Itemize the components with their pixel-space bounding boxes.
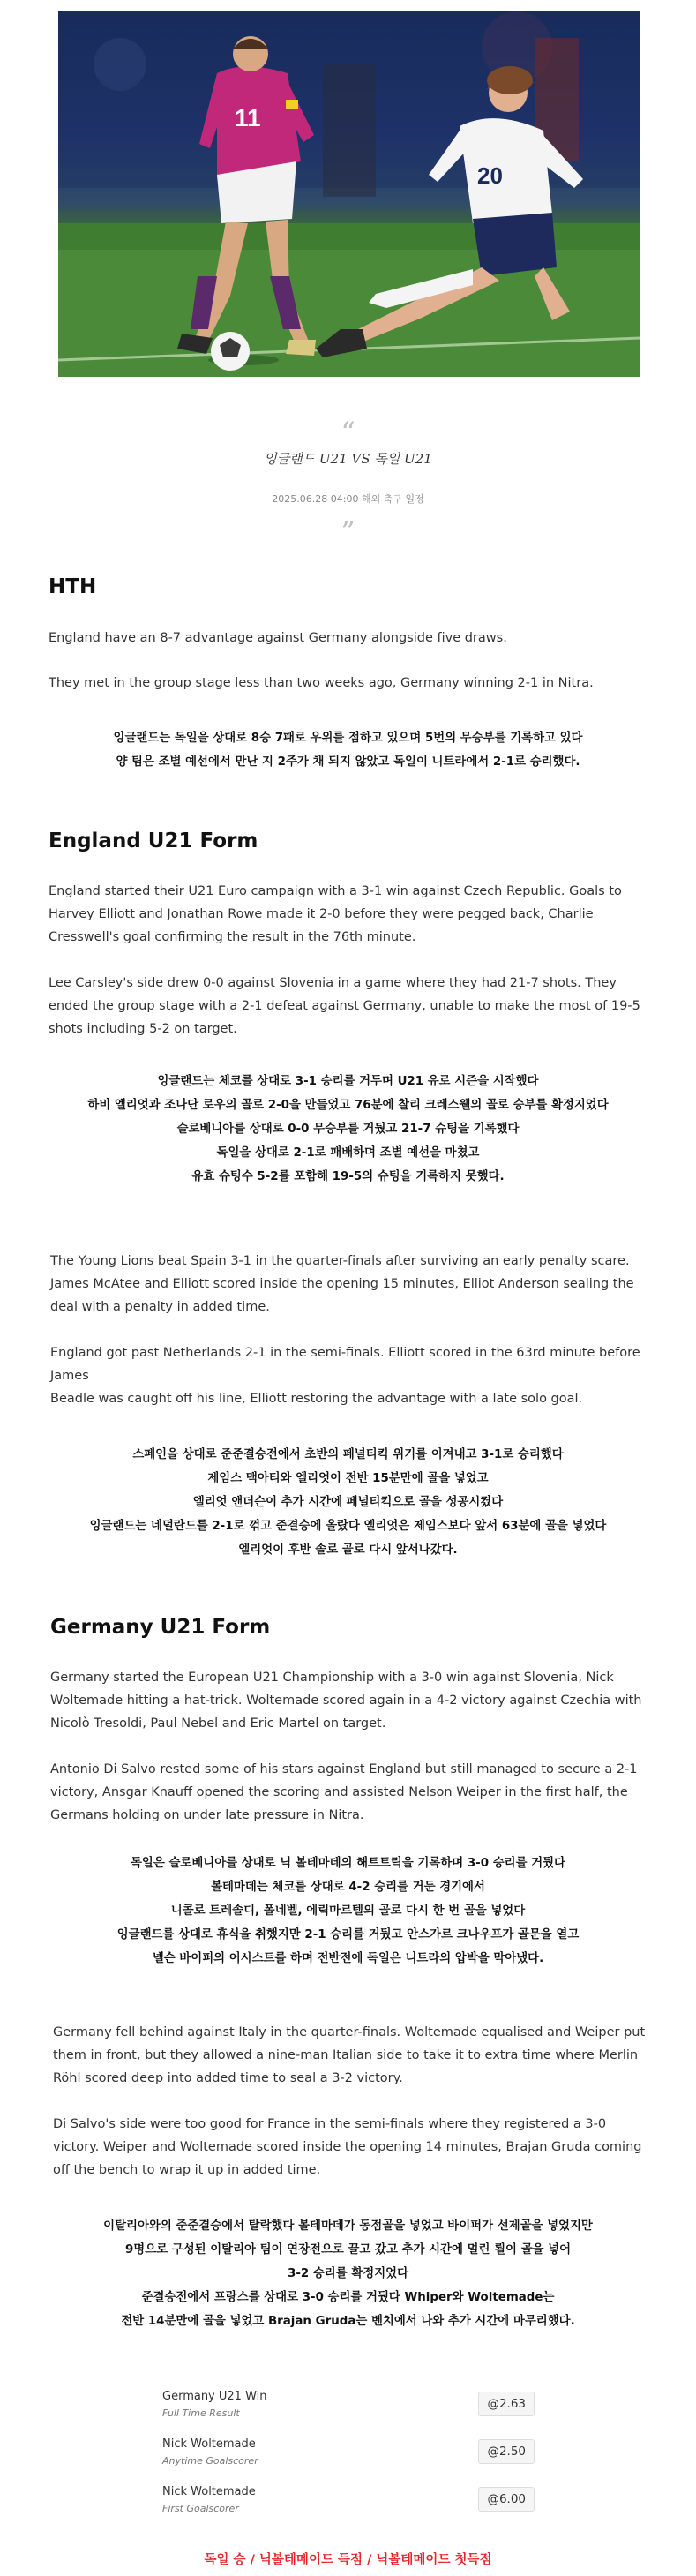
germany-player-number: 11 [235,104,261,131]
england-kr-line: 잉글랜드는 체코를 상대로 3-1 승리를 거두며 U21 유로 시즌을 시작했다 [157,1075,539,1088]
hth-korean-summary [0,726,696,774]
england-kr-line: 엘리엇이 후반 솔로 골로 다시 앞서나갔다. [238,1543,458,1557]
odds-market: First Goalscorer [162,2503,239,2514]
germany-kr-line: 3-2 승리를 확정지었다 [288,2267,408,2280]
germany-paragraph-3: Germany fell behind against Italy in the quarter-finals. Woltemade equalised and Weiper put them in front, but they allowed a nine-man Italian side to take it to extra time where Merlin Röhl scored deep into added time to seal a 3-2 victory. [53,2025,646,2085]
odds-selection: Nick Woltemade [162,2437,256,2451]
hth-paragraph-1: England have an 8-7 advantage against Germany alongside five draws. [49,631,507,645]
england-paragraph-4a: England got past Netherlands 2-1 in the semi-finals. Elliott scored in the 63rd minute before James [50,1346,640,1383]
hth-kr-line: 잉글랜드는 독일을 상대로 8승 7패로 우위를 점하고 있으며 5번의 무승부를 기록하고 있다 [113,732,583,745]
germany-kr-line: 잉글랜드를 상대로 휴식을 취했지만 2-1 승리를 거뒀고 안스가르 크나우프가 골문을 열고 [116,1928,580,1941]
close-quote-icon: ” [341,514,355,548]
match-title: 잉글랜드 U21 VS 독일 U21 [264,451,432,467]
germany-kr-line: 니콜로 트레솔디, 폴네벨, 에릭마르텔의 골로 다시 한 번 골을 넣었다 [170,1904,526,1918]
germany-kr-line: 전반 14분만에 골을 넣었고 Brajan Gruda는 벤치에서 나와 추가 시간에 마무리했다. [121,2315,575,2328]
england-kr-line: 제임스 맥아티와 엘리엇이 전반 15분만에 골을 넣었고 [207,1472,489,1485]
odds-price-button[interactable]: @2.63 [478,2392,535,2416]
england-kr-line: 스페인을 상대로 준준결승전에서 초반의 페널티킥 위기를 이겨내고 3-1로 승리했다 [132,1448,564,1461]
england-korean-summary-1 [0,1070,696,1189]
england-kr-line: 엘리엇 앤더슨이 추가 시간에 페널티킥으로 골을 성공시켰다 [192,1496,504,1509]
odds-row [159,2432,538,2482]
germany-kr-line: 준결승전에서 프랑스를 상대로 3-0 승리를 거뒀다 Whiper와 Woltemade는 [141,2291,555,2304]
germany-kr-line: 이탈리아와의 준준결승에서 탈락했다 볼테마데가 동점골을 넣었고 바이퍼가 선제골을 넣었지만 [103,2219,593,2233]
odds-selection: Nick Woltemade [162,2485,256,2498]
germany-paragraph-4: Di Salvo's side were too good for France in the semi-finals where they registered a 3-0 victory. Weiper and Woltemade scored inside the opening 14 minutes, Brajan Gruda coming off the bench to wrap it up in added time. [53,2117,642,2177]
odds-row [159,2480,538,2529]
england-kr-line: 슬로베니아를 상대로 0-0 무승부를 거뒀고 21-7 슈팅을 기록했다 [176,1123,520,1136]
odds-selection: Germany U21 Win [162,2390,267,2403]
section-heading-hth: HTH [49,575,97,598]
england-paragraph-4b: Beadle was caught off his line, Elliott restoring the advantage with a late solo goal. [50,1392,583,1406]
odds-row [159,2384,538,2434]
germany-kr-line: 넬슨 바이퍼의 어시스트를 하며 전반전에 독일은 니트라의 압박을 막아냈다. [152,1952,544,1965]
germany-kr-line: 볼테마데는 체코를 상대로 4-2 승리를 거둔 경기에서 [211,1881,485,1894]
germany-korean-summary-2 [0,2214,696,2333]
odds-market: Anytime Goalscorer [162,2455,258,2467]
match-hero-photo [58,11,640,377]
odds-market: Full Time Result [162,2407,240,2419]
section-heading-germany: Germany U21 Form [50,1616,271,1639]
england-kr-line: 잉글랜드는 네덜란드를 2-1로 꺾고 준결승에 올랐다 엘리엇은 제임스보다 앞서 63분에 골을 넣었다 [89,1520,607,1533]
england-kr-line: 유효 슈팅수 5-2를 포함해 19-5의 슈팅을 기록하지 못했다. [191,1170,505,1183]
england-paragraph-3: The Young Lions beat Spain 3-1 in the quarter-finals after surviving an early penalty scare. James McAtee and Elliott scored inside the opening 15 minutes, Elliot Anderson sealing the deal with a penalty in added time. [50,1254,634,1314]
odds-price-button[interactable]: @6.00 [478,2487,535,2512]
england-paragraph-1: England started their U21 Euro campaign with a 3-1 win against Czech Republic. Goals to Harvey Elliott and Jonathan Rowe made it 2-0 before they were pegged back, Charlie Cresswell's goal confirming the result in the 76th minute. [49,884,622,944]
england-kr-line: 독일을 상대로 2-1로 패배하며 조별 예선을 마쳤고 [216,1146,480,1160]
england-korean-summary-2 [0,1443,696,1562]
germany-kr-line: 독일은 슬로베니아를 상대로 닉 볼테마데의 해트트릭을 기록하며 3-0 승리를 거뒀다 [130,1857,565,1870]
england-paragraph-2: Lee Carsley's side drew 0-0 against Slovenia in a game where they had 21-7 shots. They ended the group stage with a 2-1 defeat against Germany, unable to make the most of 19-5 shots including 5-2 on target. [49,976,640,1036]
prediction-summary: 독일 승 / 닉볼테메이드 득점 / 닉볼테메이드 첫득점 [204,2553,492,2567]
open-quote-icon: “ [341,416,355,449]
england-player-number: 20 [477,162,503,189]
hth-kr-line: 양 팀은 조별 예선에서 만난 지 2주가 채 되지 않았고 독일이 니트라에서 2-1로 승리했다. [116,755,580,769]
section-heading-england: England U21 Form [49,830,258,852]
germany-paragraph-2: Antonio Di Salvo rested some of his stars against England but still managed to secure a 2-1 victory, Ansgar Knauff opened the scoring and assisted Nelson Weiper in the first half, the Germans holding on under late pressure in Nitra. [50,1762,638,1822]
england-kr-line: 하비 엘리엇과 조나단 로우의 골로 2-0을 만들었고 76분에 찰리 크레스웰의 골로 승부를 확정지었다 [87,1099,609,1112]
odds-price-button[interactable]: @2.50 [478,2439,535,2464]
match-date: 2025.06.28 04:00 해외 축구 일정 [272,493,424,505]
germany-korean-summary-1 [0,1851,696,1971]
germany-paragraph-1: Germany started the European U21 Championship with a 3-0 win against Slovenia, Nick Woltemade hitting a hat-trick. Woltemade scored again in a 4-2 victory against Czechia with Nicolò Tresoldi, Paul Nebel and Eric Martel on target. [50,1671,642,1731]
hth-paragraph-2: They met in the group stage less than two weeks ago, Germany winning 2-1 in Nitra. [49,676,594,690]
germany-kr-line: 9명으로 구성된 이탈리아 팀이 연장전으로 끌고 갔고 추가 시간에 멀린 뢸이 골을 넣어 [124,2243,572,2257]
